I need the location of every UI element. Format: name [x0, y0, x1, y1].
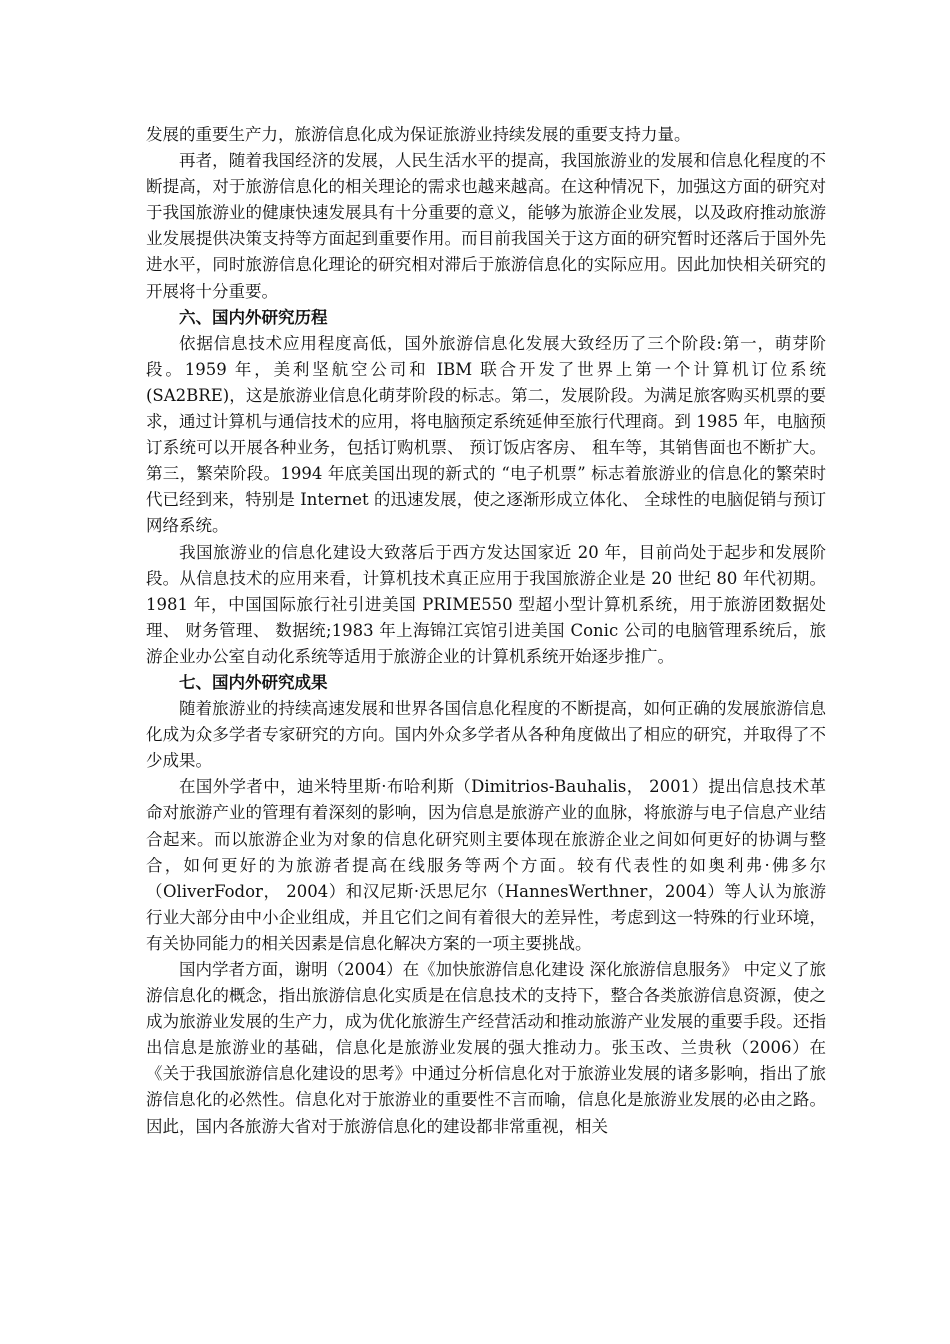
paragraph-background: 再者，随着我国经济的发展，人民生活水平的提高，我国旅游业的发展和信息化程度的不断提高，对于旅游信息化的相关理论的需求也越来越高。在这种情况下，加强这方面的研究对于我国旅游业的健康快速发展具有十分重要的意义，能够为旅游企业发展，以及政府推动旅游业发展提供决策支持等方面起到重要作用。而目前我国关于这方面的研究暂时还落后于国外先进水平，同时旅游信息化理论的研究相对滞后于旅游信息化的实际应用。因此加快相关研究的开展将十分重要。 [146, 151, 826, 301]
document-page [146, 122, 826, 1140]
paragraph-results-intro: 随着旅游业的持续高速发展和世界各国信息化程度的不断提高，如何正确的发展旅游信息化成为众多学者专家研究的方向。国内外众多学者从各种角度做出了相应的研究，并取得了不少成果。 [146, 699, 826, 771]
paragraph-domestic-history: 我国旅游业的信息化建设大致落后于西方发达国家近 20 年，目前尚处于起步和发展阶段。从信息技术的应用来看，计算机技术真正应用于我国旅游企业是 20 世纪 80 年代初期。1981 年，中国国际旅行社引进美国 PRIME550 型超小型计算机系统，用于旅游团数据处理、 财务管理、 数据统;1983 年上海锦江宾馆引进美国 Conic 公司的电脑管理系统后，旅游企业办公室自动化系统等适用于旅游企业的计算机系统开始逐步推广。 [146, 542, 826, 666]
section-heading-7: 七、国内外研究成果 [179, 672, 328, 692]
paragraph-foreign-scholars: 在国外学者中，迪米特里斯·布哈利斯（Dimitrios-Bauhalis， 2001）提出信息技术革命对旅游产业的管理有着深刻的影响，因为信息是旅游产业的血脉，将旅游与电子信息产业结合起来。而以旅游企业为对象的信息化研究则主要体现在旅游企业之间如何更好的协调与整合，如何更好的为旅游者提高在线服务等两个方面。较有代表性的如奥利弗·佛多尔（OliverFodor， 2004）和汉尼斯·沃思尼尔（HannesWerthner，2004）等人认为旅游行业大部分由中小企业组成，并且它们之间有着很大的差异性，考虑到这一特殊的行业环境，有关协同能力的相关因素是信息化解决方案的一项主要挑战。 [146, 777, 826, 953]
section-heading-6: 六、国内外研究历程 [179, 307, 328, 327]
paragraph-domestic-scholars: 国内学者方面，谢明（2004）在《加快旅游信息化建设 深化旅游信息服务》 中定义了旅游信息化的概念，指出旅游信息化实质是在信息技术的支持下，整合各类旅游信息资源，使之成为旅游业发展的生产力，成为优化旅游生产经营活动和推动旅游产业发展的重要手段。还指出信息是旅游业的基础，信息化是旅游业发展的强大推动力。张玉改、兰贵秋（2006）在《关于我国旅游信息化建设的思考》中通过分析信息化对于旅游业发展的诸多影响，指出了旅游信息化的必然性。信息化对于旅游业的重要性不言而喻，信息化是旅游业发展的必由之路。因此，国内各旅游大省对于旅游信息化的建设都非常重视，相关 [146, 960, 826, 1136]
paragraph-foreign-history: 依据信息技术应用程度高低，国外旅游信息化发展大致经历了三个阶段:第一，萌芽阶段。1959 年，美利坚航空公司和 IBM 联合开发了世界上第一个计算机订位系统(SA2BRE)，这是旅游业信息化萌芽阶段的标志。第二，发展阶段。为满足旅客购买机票的要求，通过计算机与通信技术的应用，将电脑预定系统延伸至旅行代理商。到 1985 年，电脑预订系统可以开展各种业务，包括订购机票、 预订饭店客房、 租车等，其销售面也不断扩大。第三，繁荣阶段。1994 年底美国出现的新式的 “电子机票” 标志着旅游业的信息化的繁荣时代已经到来，特别是 Internet 的迅速发展，使之逐渐形成立体化、 全球性的电脑促销与预订网络系统。 [146, 333, 826, 536]
paragraph-continuation: 发展的重要生产力，旅游信息化成为保证旅游业持续发展的重要支持力量。 [146, 125, 691, 144]
